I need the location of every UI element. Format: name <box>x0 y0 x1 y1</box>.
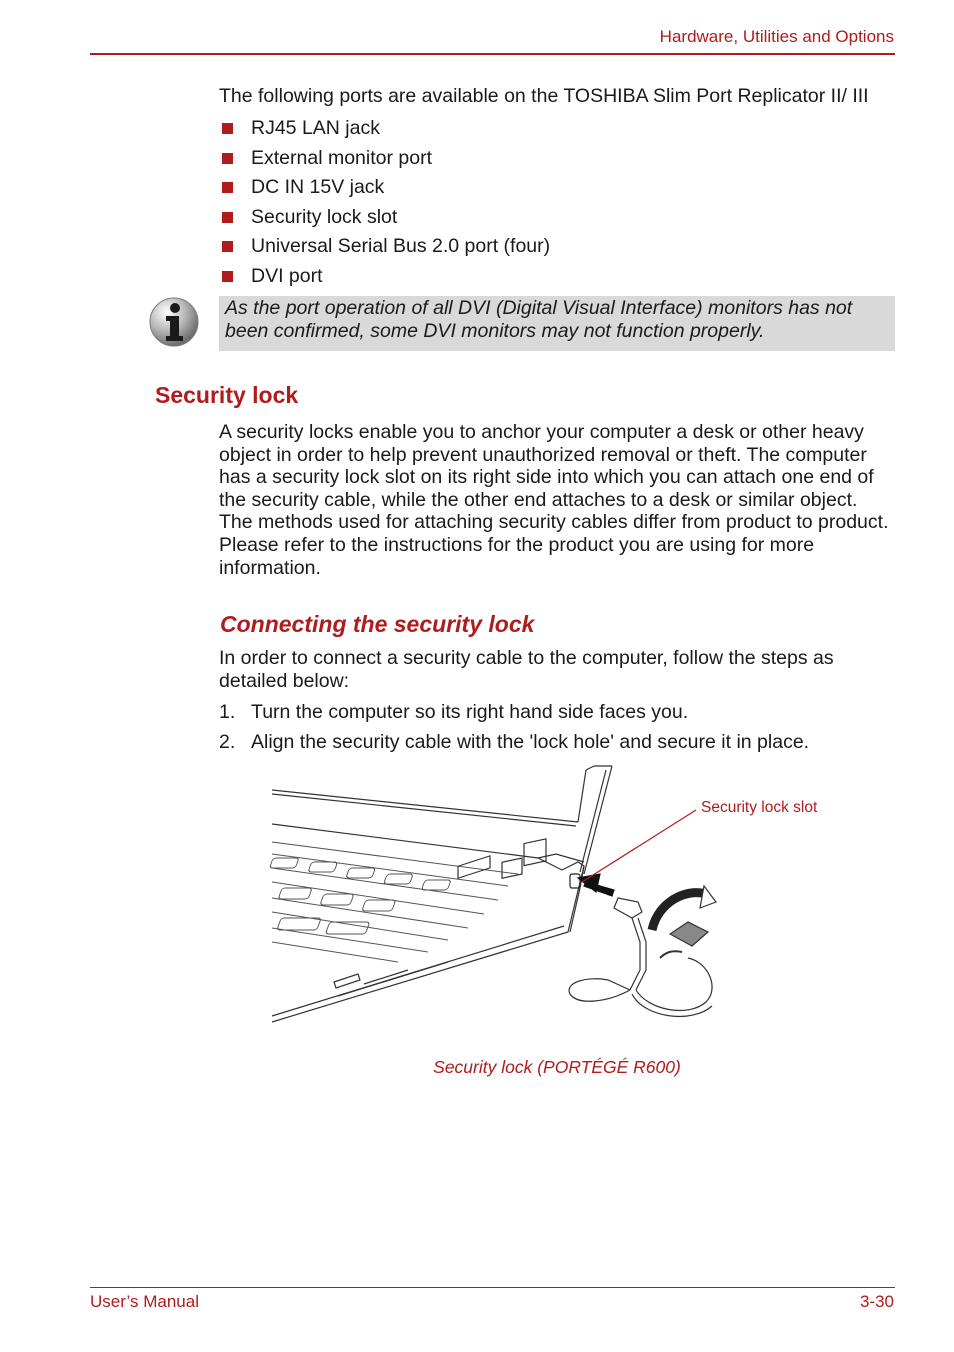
list-item-label: DC IN 15V jack <box>251 176 385 199</box>
list-item <box>219 697 809 727</box>
list-item-label: Security lock slot <box>251 205 398 228</box>
list-item <box>219 262 550 292</box>
ports-intro: The following ports are available on the TOSHIBA Slim Port Replicator II/ III <box>219 85 869 107</box>
connecting-intro: In order to connect a security cable to the computer, follow the steps as detailed below: <box>219 647 834 692</box>
subsection-title: Connecting the security lock <box>220 611 535 637</box>
step-number: 2. <box>219 730 236 753</box>
ports-list <box>219 114 550 291</box>
square-bullet-icon <box>222 271 233 282</box>
list-item-label: External monitor port <box>251 146 432 169</box>
list-item <box>219 114 550 144</box>
list-item <box>219 232 550 262</box>
step-text: Turn the computer so its right hand side faces you. <box>251 700 689 723</box>
running-header: Hardware, Utilities and Options <box>659 27 894 46</box>
list-item <box>219 727 809 757</box>
list-item <box>219 203 550 233</box>
header-rule <box>90 53 895 55</box>
list-item-label: DVI port <box>251 264 323 287</box>
note-box: As the port operation of all DVI (Digital Visual Interface) monitors has not been confirmed, some DVI monitors may not function properly. <box>219 296 895 351</box>
square-bullet-icon <box>222 123 233 134</box>
step-number: 1. <box>219 700 236 723</box>
figure-callout: Security lock slot <box>701 799 818 816</box>
info-icon <box>148 296 200 348</box>
callout-leader-line <box>580 806 700 886</box>
list-item-label: Universal Serial Bus 2.0 port (four) <box>251 235 551 258</box>
list-item <box>219 144 550 174</box>
square-bullet-icon <box>222 153 233 164</box>
footer-page-number: 3-30 <box>859 1292 894 1311</box>
footer-manual: User’s Manual <box>90 1292 199 1311</box>
step-text: Align the security cable with the 'lock hole' and secure it in place. <box>251 730 810 753</box>
square-bullet-icon <box>222 241 233 252</box>
list-item <box>219 173 550 203</box>
square-bullet-icon <box>222 182 233 193</box>
section-title: Security lock <box>155 382 299 408</box>
footer-rule <box>90 1287 895 1288</box>
figure-caption: Security lock (PORTÉGÉ R600) <box>433 1057 681 1077</box>
list-item-label: RJ45 LAN jack <box>251 117 380 140</box>
square-bullet-icon <box>222 212 233 223</box>
steps-list <box>219 697 809 757</box>
security-body: A security locks enable you to anchor your computer a desk or other heavy object in order to help prevent unauthorized removal or theft. The computer has a security lock slot on its right side into which you can attach one end of the security cable, while the other end attaches to a desk or similar object. The methods used for attaching security cables differ from product to product. Please refer to the instructions for the product you are using for more information. <box>219 421 889 579</box>
